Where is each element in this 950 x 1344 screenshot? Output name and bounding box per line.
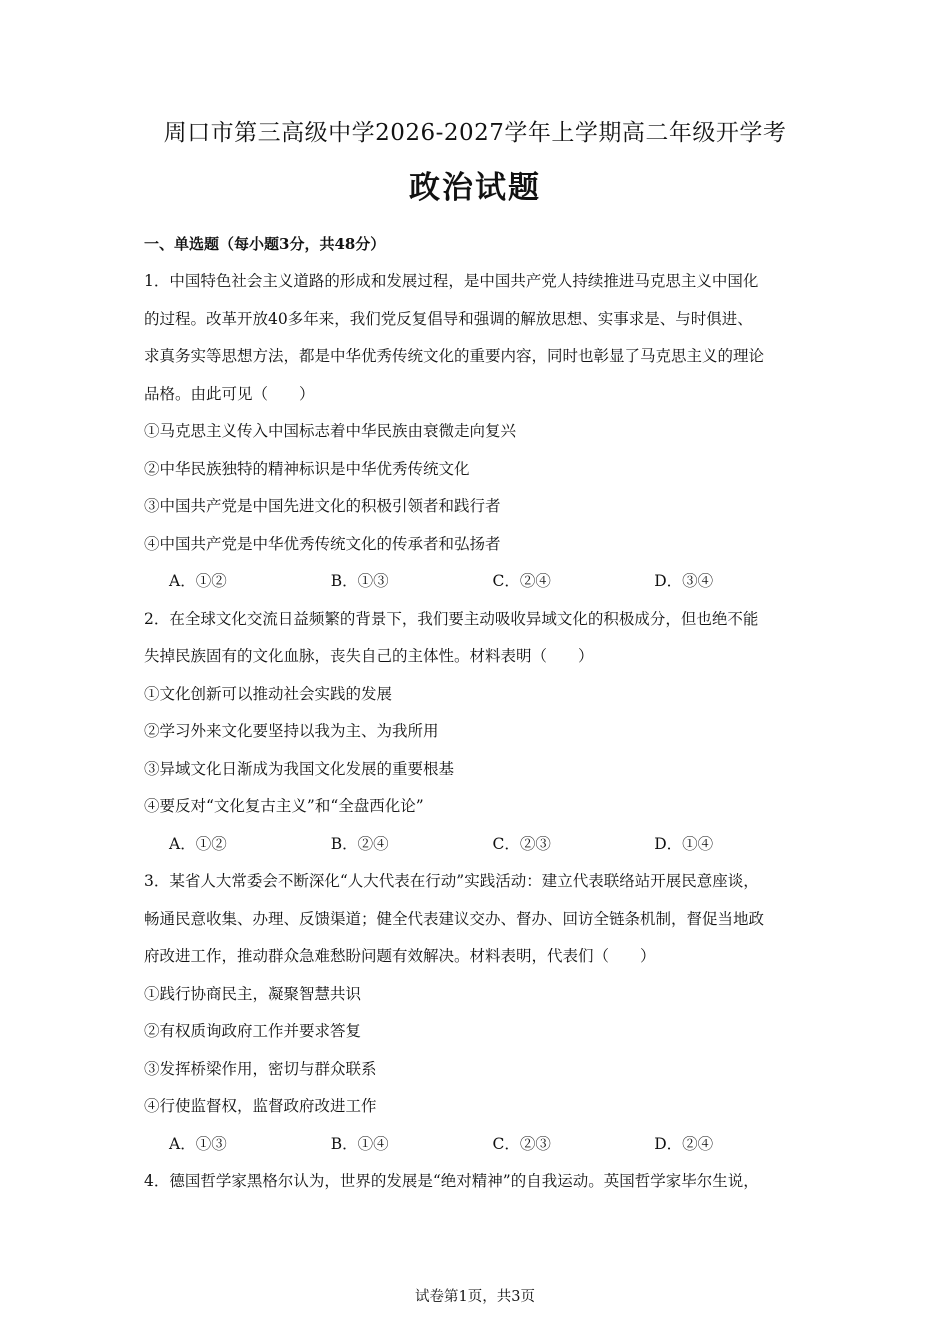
choice-a[interactable]: A．①②	[169, 834, 227, 853]
question-2-stem-line: 失掉民族固有的文化血脉，丧失自己的主体性。材料表明（ ）	[144, 647, 594, 665]
question-3-choices	[144, 1126, 816, 1164]
question-2-statement: ②学习外来文化要坚持以我为主、为我所用	[144, 722, 439, 740]
question-1-statement: ③中国共产党是中国先进文化的积极引领者和践行者	[144, 497, 501, 515]
question-2-choices	[144, 826, 816, 864]
school-exam-title: 周口市第三高级中学2026-2027学年上学期高二年级开学考	[163, 120, 787, 146]
choice-d[interactable]: D．②④	[654, 1134, 714, 1153]
question-1-statement: ④中国共产党是中华优秀传统文化的传承者和弘扬者	[144, 534, 501, 553]
choice-b[interactable]: B．①④	[330, 1134, 389, 1153]
exam-content	[144, 226, 816, 1201]
question-3-stem-line: 畅通民意收集、办理、反馈渠道；健全代表建议交办、督办、回访全链条机制，督促当地政	[144, 909, 765, 928]
question-3-statement: ③发挥桥梁作用，密切与群众联系	[144, 1059, 377, 1078]
question-2	[144, 601, 816, 864]
question-1-choices	[144, 563, 816, 601]
question-1-statement: ②中华民族独特的精神标识是中华优秀传统文化	[144, 459, 470, 478]
question-2-statement: ①文化创新可以推动社会实践的发展	[144, 684, 393, 703]
question-2-statement: ③异域文化日渐成为我国文化发展的重要根基	[144, 759, 455, 778]
choice-d[interactable]: D．①④	[654, 834, 714, 853]
question-2-stem-line: 2．在全球文化交流日益频繁的背景下，我们要主动吸收异域文化的积极成分，但也绝不能	[144, 609, 759, 628]
question-3-stem-line: 3．某省人大常委会不断深化“人大代表在行动”实践活动：建立代表联络站开展民意座谈，	[144, 872, 759, 890]
choice-b[interactable]: B．②④	[330, 834, 389, 853]
choice-a[interactable]: A．①③	[169, 1134, 227, 1153]
question-1-stem-line: 品格。由此可见（ ）	[144, 384, 315, 403]
choice-c[interactable]: C．②④	[492, 572, 551, 590]
question-3	[144, 863, 816, 1163]
question-2-statement: ④要反对“文化复古主义”和“全盘西化论”	[144, 797, 424, 815]
question-4	[144, 1163, 816, 1201]
page-footer: 试卷第1页，共3页	[415, 1289, 535, 1305]
choice-d[interactable]: D．③④	[654, 572, 714, 590]
choice-b[interactable]: B．①③	[330, 572, 389, 590]
choice-a[interactable]: A．①②	[169, 572, 227, 590]
question-1	[144, 263, 816, 601]
question-3-statement: ①践行协商民主，凝聚智慧共识	[144, 984, 362, 1003]
question-1-stem-line: 的过程。改革开放40多年来，我们党反复倡导和强调的解放思想、实事求是、与时俱进、	[144, 309, 753, 328]
question-4-stem-line: 4．德国哲学家黑格尔认为，世界的发展是“绝对精神”的自我运动。英国哲学家毕尔生说，	[144, 1172, 759, 1190]
question-3-stem-line: 府改进工作，推动群众急难愁盼问题有效解决。材料表明，代表们（ ）	[144, 947, 656, 965]
question-1-statement: ①马克思主义传入中国标志着中华民族由衰微走向复兴	[144, 422, 517, 440]
choice-c[interactable]: C．②③	[492, 834, 551, 853]
question-1-stem-line: 1．中国特色社会主义道路的形成和发展过程，是中国共产党人持续推进马克思主义中国化	[144, 272, 759, 290]
choice-c[interactable]: C．②③	[492, 1134, 551, 1153]
question-3-statement: ④行使监督权，监督政府改进工作	[144, 1097, 377, 1115]
question-3-statement: ②有权质询政府工作并要求答复	[144, 1022, 362, 1040]
subject-title: 政治试题	[409, 170, 541, 206]
section-heading: 一、单选题（每小题3分，共48分）	[144, 235, 386, 253]
question-1-stem-line: 求真务实等思想方法，都是中华优秀传统文化的重要内容，同时也彰显了马克思主义的理论	[144, 347, 765, 365]
